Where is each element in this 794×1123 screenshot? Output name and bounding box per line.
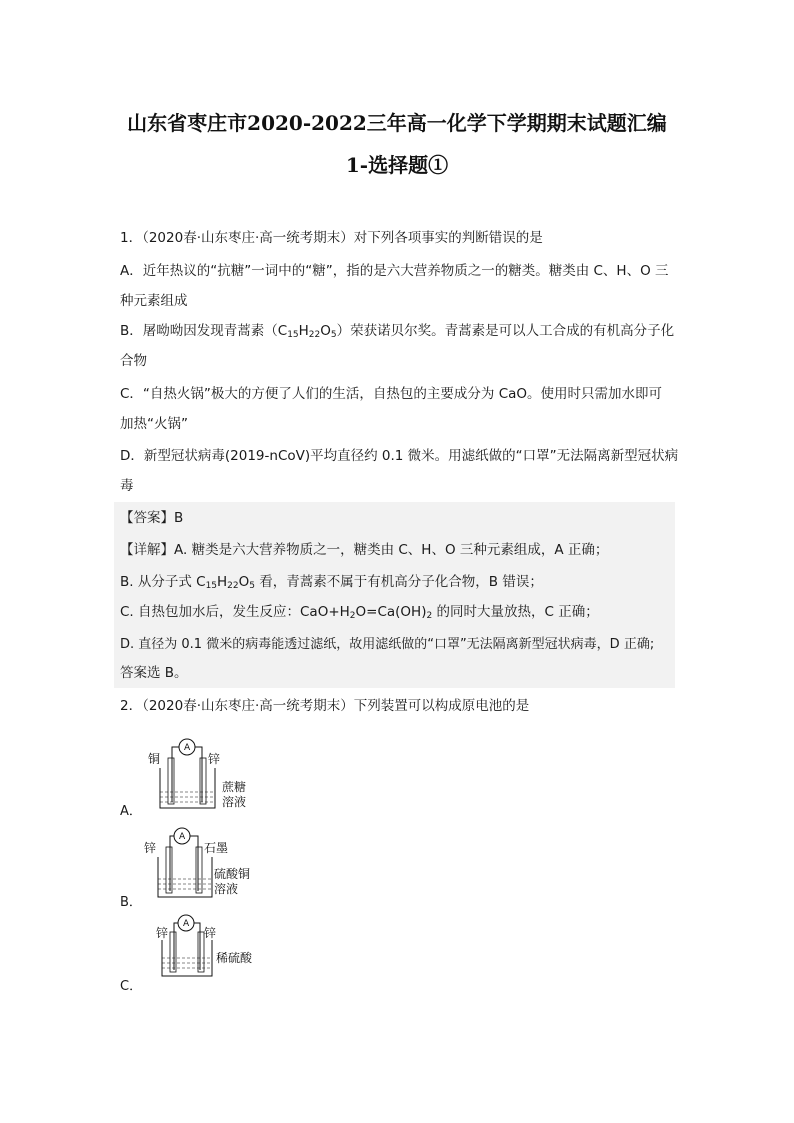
q1-b-sub: 22 [308, 330, 321, 340]
q1-option-d-line2: 毒 [120, 478, 134, 494]
q2-option-c-letter: C． [120, 979, 143, 994]
q1-detail-sub: 2 [349, 611, 356, 621]
right-electrode-label: 锌 [204, 926, 217, 940]
left-electrode [166, 847, 172, 893]
apparatus-c [140, 910, 280, 980]
q2-stem: 2．（2020春·山东枣庄·高一统考期末）下列装置可以构成原电池的是 [120, 698, 530, 714]
q2-option-b-letter: B． [120, 895, 142, 910]
q1-detail-text: O=Ca(OH) [355, 604, 427, 620]
left-electrode-label: 铜 [148, 752, 161, 766]
apparatus-b [140, 823, 280, 903]
q1-detail-sub: 2 [426, 611, 433, 621]
ammeter-label: A [183, 919, 190, 929]
solution-label-1: 蔗糖 [222, 780, 247, 794]
document-title-line2: 1-选择题① [345, 153, 449, 177]
q1-detail-line3 [120, 603, 599, 625]
q1-b-text: H [298, 323, 309, 339]
q1-detail-sub: 22 [227, 581, 239, 591]
solution-label-1: 硫酸铜 [214, 867, 251, 881]
q1-detail-line1: 【详解】A. 糖类是六大营养物质之一，糖类由 C、H、O 三种元素组成，A 正确； [120, 542, 609, 558]
document-title-line1: 山东省枣庄市2020-2022三年高一化学下学期期末试题汇编 [127, 111, 667, 135]
q1-b-sub: 5 [330, 330, 337, 340]
q1-option-d-line1: D．新型冠状病毒(2019-nCoV)平均直径约 0.1 微米。用滤纸做的“口罩”无法隔离新型冠状病 [120, 448, 679, 464]
q1-detail-line5: 答案选 B。 [120, 665, 188, 681]
solution-label-2: 溶液 [222, 795, 247, 809]
q1-option-b-line1 [120, 322, 674, 344]
q1-detail-line4: D. 直径为 0.1 微米的病毒能透过滤纸，故用滤纸做的“口罩”无法隔离新型冠状病毒，D 正确; [120, 637, 655, 652]
q1-option-c-line1: C．“自热火锅”极大的方便了人们的生活，自热包的主要成分为 CaO。使用时只需加水即可 [120, 386, 663, 402]
ammeter-label: A [179, 832, 186, 842]
q1-detail-text: O [238, 574, 250, 590]
q2-option-a-letter: A． [120, 804, 142, 819]
q1-detail-line2 [120, 573, 543, 595]
q1-detail-sub: 5 [249, 581, 255, 591]
q1-option-c-line2: 加热“火锅” [120, 416, 188, 432]
q1-detail-text: 的同时大量放热，C 正确； [432, 604, 599, 620]
answer-box [114, 502, 675, 688]
right-electrode [196, 847, 202, 893]
q1-detail-text: B. 从分子式 C [120, 574, 206, 590]
right-electrode-label: 锌 [208, 752, 221, 766]
q1-stem: 1．（2020春·山东枣庄·高一统考期末）对下列各项事实的判断错误的是 [120, 230, 543, 246]
q1-option-a-line2: 种元素组成 [120, 293, 188, 309]
left-electrode [170, 932, 176, 972]
left-electrode-label: 锌 [156, 926, 169, 940]
q1-detail-text: C. 自热包加水后，发生反应：CaO+H [120, 604, 350, 620]
left-electrode-label: 锌 [144, 841, 157, 855]
q1-detail-text: H [217, 574, 228, 590]
q1-option-a-line1: A．近年热议的“抗糖”一词中的“糖”，指的是六大营养物质之一的糖类。糖类由 C、H、O 三 [120, 263, 669, 279]
apparatus-a [140, 734, 280, 814]
ammeter-label: A [184, 743, 191, 753]
q1-b-text: B．屠呦呦因发现青蒿素（C [120, 323, 288, 339]
solution-label-2: 溶液 [214, 882, 239, 896]
q1-b-text: O [320, 323, 331, 339]
q1-answer: 【答案】B [120, 510, 184, 526]
q1-b-sub: 15 [287, 330, 299, 340]
q1-detail-text: 看，青蒿素不属于有机高分子化合物，B 错误； [255, 574, 543, 590]
q1-detail-sub: 15 [205, 581, 218, 591]
q1-b-text: ）荣获诺贝尔奖。青蒿素是可以人工合成的有机高分子化 [336, 323, 675, 339]
right-electrode-label: 石墨 [204, 841, 229, 855]
solution-label-1: 稀硫酸 [216, 951, 253, 965]
q1-option-b-line2: 合物 [120, 353, 147, 369]
